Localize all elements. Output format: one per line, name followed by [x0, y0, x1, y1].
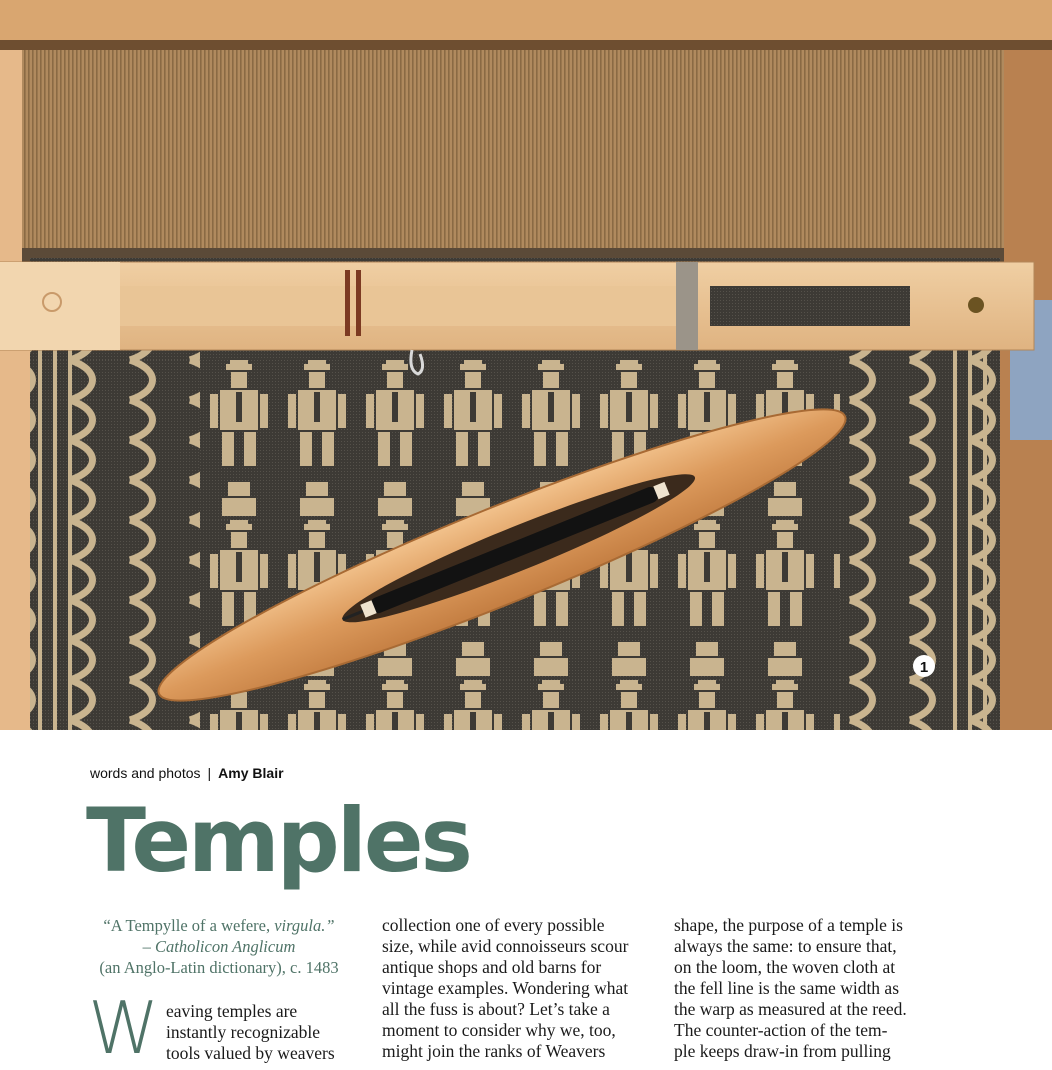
column-3-line: the fell line is the same width as — [674, 978, 900, 998]
drop-cap: W — [88, 986, 160, 1070]
epigraph-quote-italic: virgula.” — [274, 916, 335, 935]
column-3-line: the warp as measured at the reed. — [674, 999, 907, 1019]
column-3-line: ple keeps draw-in from pulling — [674, 1041, 891, 1061]
column-2-line: all the fuss is about? Let’s take a — [382, 999, 610, 1019]
epigraph — [88, 915, 350, 978]
column-2-line: antique shops and old barns for — [382, 957, 602, 977]
column-1 — [166, 1001, 335, 1064]
column-3-line: The counter-action of the tem- — [674, 1020, 888, 1040]
byline-prefix: words and photos — [90, 765, 201, 781]
column-2-line: collection one of every possible — [382, 915, 605, 935]
caption-marker: 1 — [919, 659, 929, 676]
epigraph-quote — [88, 915, 350, 936]
byline-separator: | — [207, 765, 212, 781]
byline — [90, 765, 284, 781]
epigraph-quote-lead: “A Tempylle of a wefere, — [103, 916, 275, 935]
column-1-line: instantly recognizable — [166, 1022, 321, 1042]
article-title: Temples — [86, 789, 470, 892]
column-2-line: vintage examples. Wondering what — [382, 978, 629, 998]
column-1-line: tools valued by weavers — [166, 1043, 335, 1063]
column-3-line: always the same: to ensure that, — [674, 936, 897, 956]
column-2-line: might join the ranks of Weavers — [382, 1041, 606, 1061]
column-2 — [382, 915, 628, 1062]
column-3 — [674, 915, 907, 1062]
epigraph-source: – Catholicon Anglicum — [142, 937, 296, 956]
epigraph-note: (an Anglo-Latin dictionary), c. 1483 — [99, 958, 339, 977]
column-3-line: on the loom, the woven cloth at — [674, 957, 896, 977]
column-3-line: shape, the purpose of a temple is — [674, 915, 903, 935]
column-1-line: eaving temples are — [166, 1001, 298, 1021]
column-2-line: size, while avid connoisseurs scour — [382, 936, 629, 956]
column-2-line: moment to consider why we, too, — [382, 1020, 616, 1040]
byline-author: Amy Blair — [218, 765, 284, 781]
